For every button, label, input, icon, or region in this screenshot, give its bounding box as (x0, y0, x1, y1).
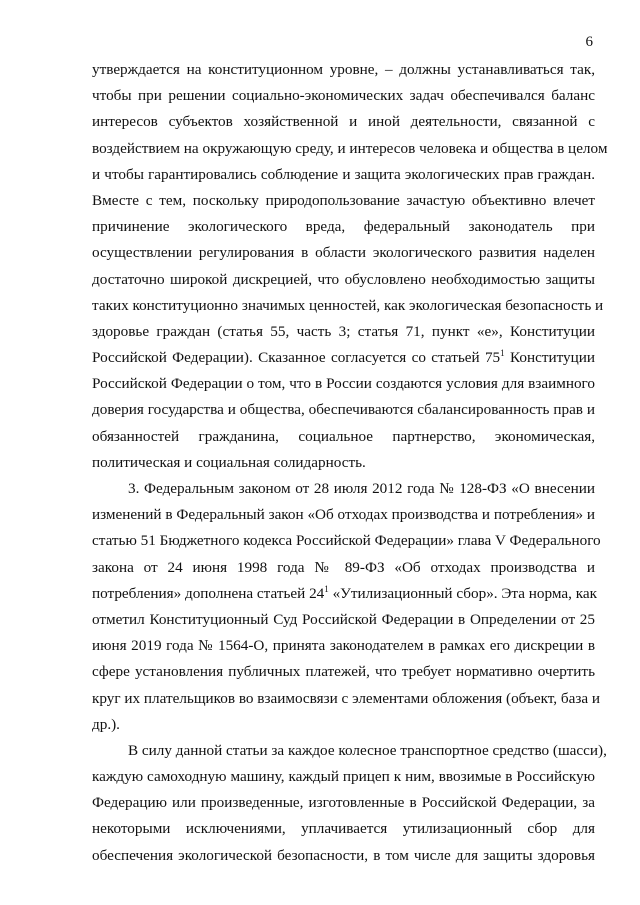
text-line: закона от 24 июня 1998 года № 89-ФЗ «Об отходах производства и (92, 558, 595, 576)
document-body (92, 57, 608, 869)
superscript-index: 1 (324, 583, 329, 594)
text-line: изменений в Федеральный закон «Об отходах производства и потребления» и (92, 506, 595, 524)
text-line: сфере установления публичных платежей, что требует нормативно очертить (92, 663, 595, 681)
text-line: осуществлении регулирования в области экологического развития наделен (92, 244, 595, 262)
text-line: обеспечения экологической безопасности, в том числе для защиты здоровья (92, 846, 595, 864)
text-line: некоторыми исключениями, уплачивается утилизационный сбор для (92, 820, 595, 838)
text-line: 3. Федеральным законом от 28 июля 2012 года № 128-ФЗ «О внесении (128, 480, 595, 497)
text-line: июня 2019 года № 1564-О, принята законодателем в рамках его дискреции в (92, 637, 595, 655)
text-segment: Конституции (504, 349, 596, 367)
text-line: Вместе с тем, поскольку природопользование зачастую объективно влечет (92, 191, 595, 209)
text-line-with-footnote (92, 581, 595, 607)
text-line: отметил Конституционный Суд Российской Федерации в Определении от 25 (92, 610, 595, 628)
text-line: утверждается на конституционном уровне, – должны устанавливаться так, (92, 61, 595, 78)
text-line-with-footnote (92, 345, 595, 371)
text-line: политическая и социальная солидарность. (92, 453, 366, 471)
text-segment: Российской Федерации). Сказанное согласуется со статьей 75 (92, 349, 501, 367)
text-line: круг их плательщиков во взаимосвязи с элементами обложения (объект, база и (92, 689, 601, 707)
text-line: интересов субъектов хозяйственной и иной деятельности, связанной с (92, 113, 595, 131)
text-line: достаточно широкой дискрецией, что обусловлено необходимостью защиты (92, 270, 595, 288)
text-segment: потребления» дополнена статьей 24 (92, 584, 325, 602)
text-line: здоровье граждан (статья 55, часть 3; статья 71, пункт «е», Конституции (92, 322, 595, 340)
text-line: Российской Федерации о том, что в России создаются условия для взаимного (92, 375, 595, 393)
text-line: доверия государства и общества, обеспечиваются сбалансированность прав и (92, 401, 595, 419)
text-line: таких конституционно значимых ценностей, как экологическая безопасность и (92, 296, 604, 314)
page-number: 6 (585, 34, 593, 50)
superscript-index: 1 (500, 348, 505, 359)
text-line: причинение экологического вреда, федеральный законодатель при (92, 218, 595, 236)
text-line: др.). (92, 715, 120, 733)
text-line: чтобы при решении социально-экономических задач обеспечивался баланс (92, 87, 595, 105)
text-line: В силу данной статьи за каждое колесное транспортное средство (шасси), (128, 741, 607, 759)
text-line: воздействием на окружающую среду, и интересов человека и общества в целом (92, 139, 608, 157)
text-line: Федерацию или произведенные, изготовленные в Российской Федерации, за (92, 794, 595, 812)
text-line: статью 51 Бюджетного кодекса Российской Федерации» глава V Федерального (92, 532, 601, 550)
text-line: обязанностей гражданина, социальное партнерство, экономическая, (92, 427, 595, 445)
text-line: каждую самоходную машину, каждый прицеп к ним, ввозимые в Российскую (92, 768, 595, 786)
text-line: и чтобы гарантировались соблюдение и защита экологических прав граждан. (92, 165, 595, 183)
text-segment: «Утилизационный сбор». Эта норма, как (328, 584, 597, 602)
